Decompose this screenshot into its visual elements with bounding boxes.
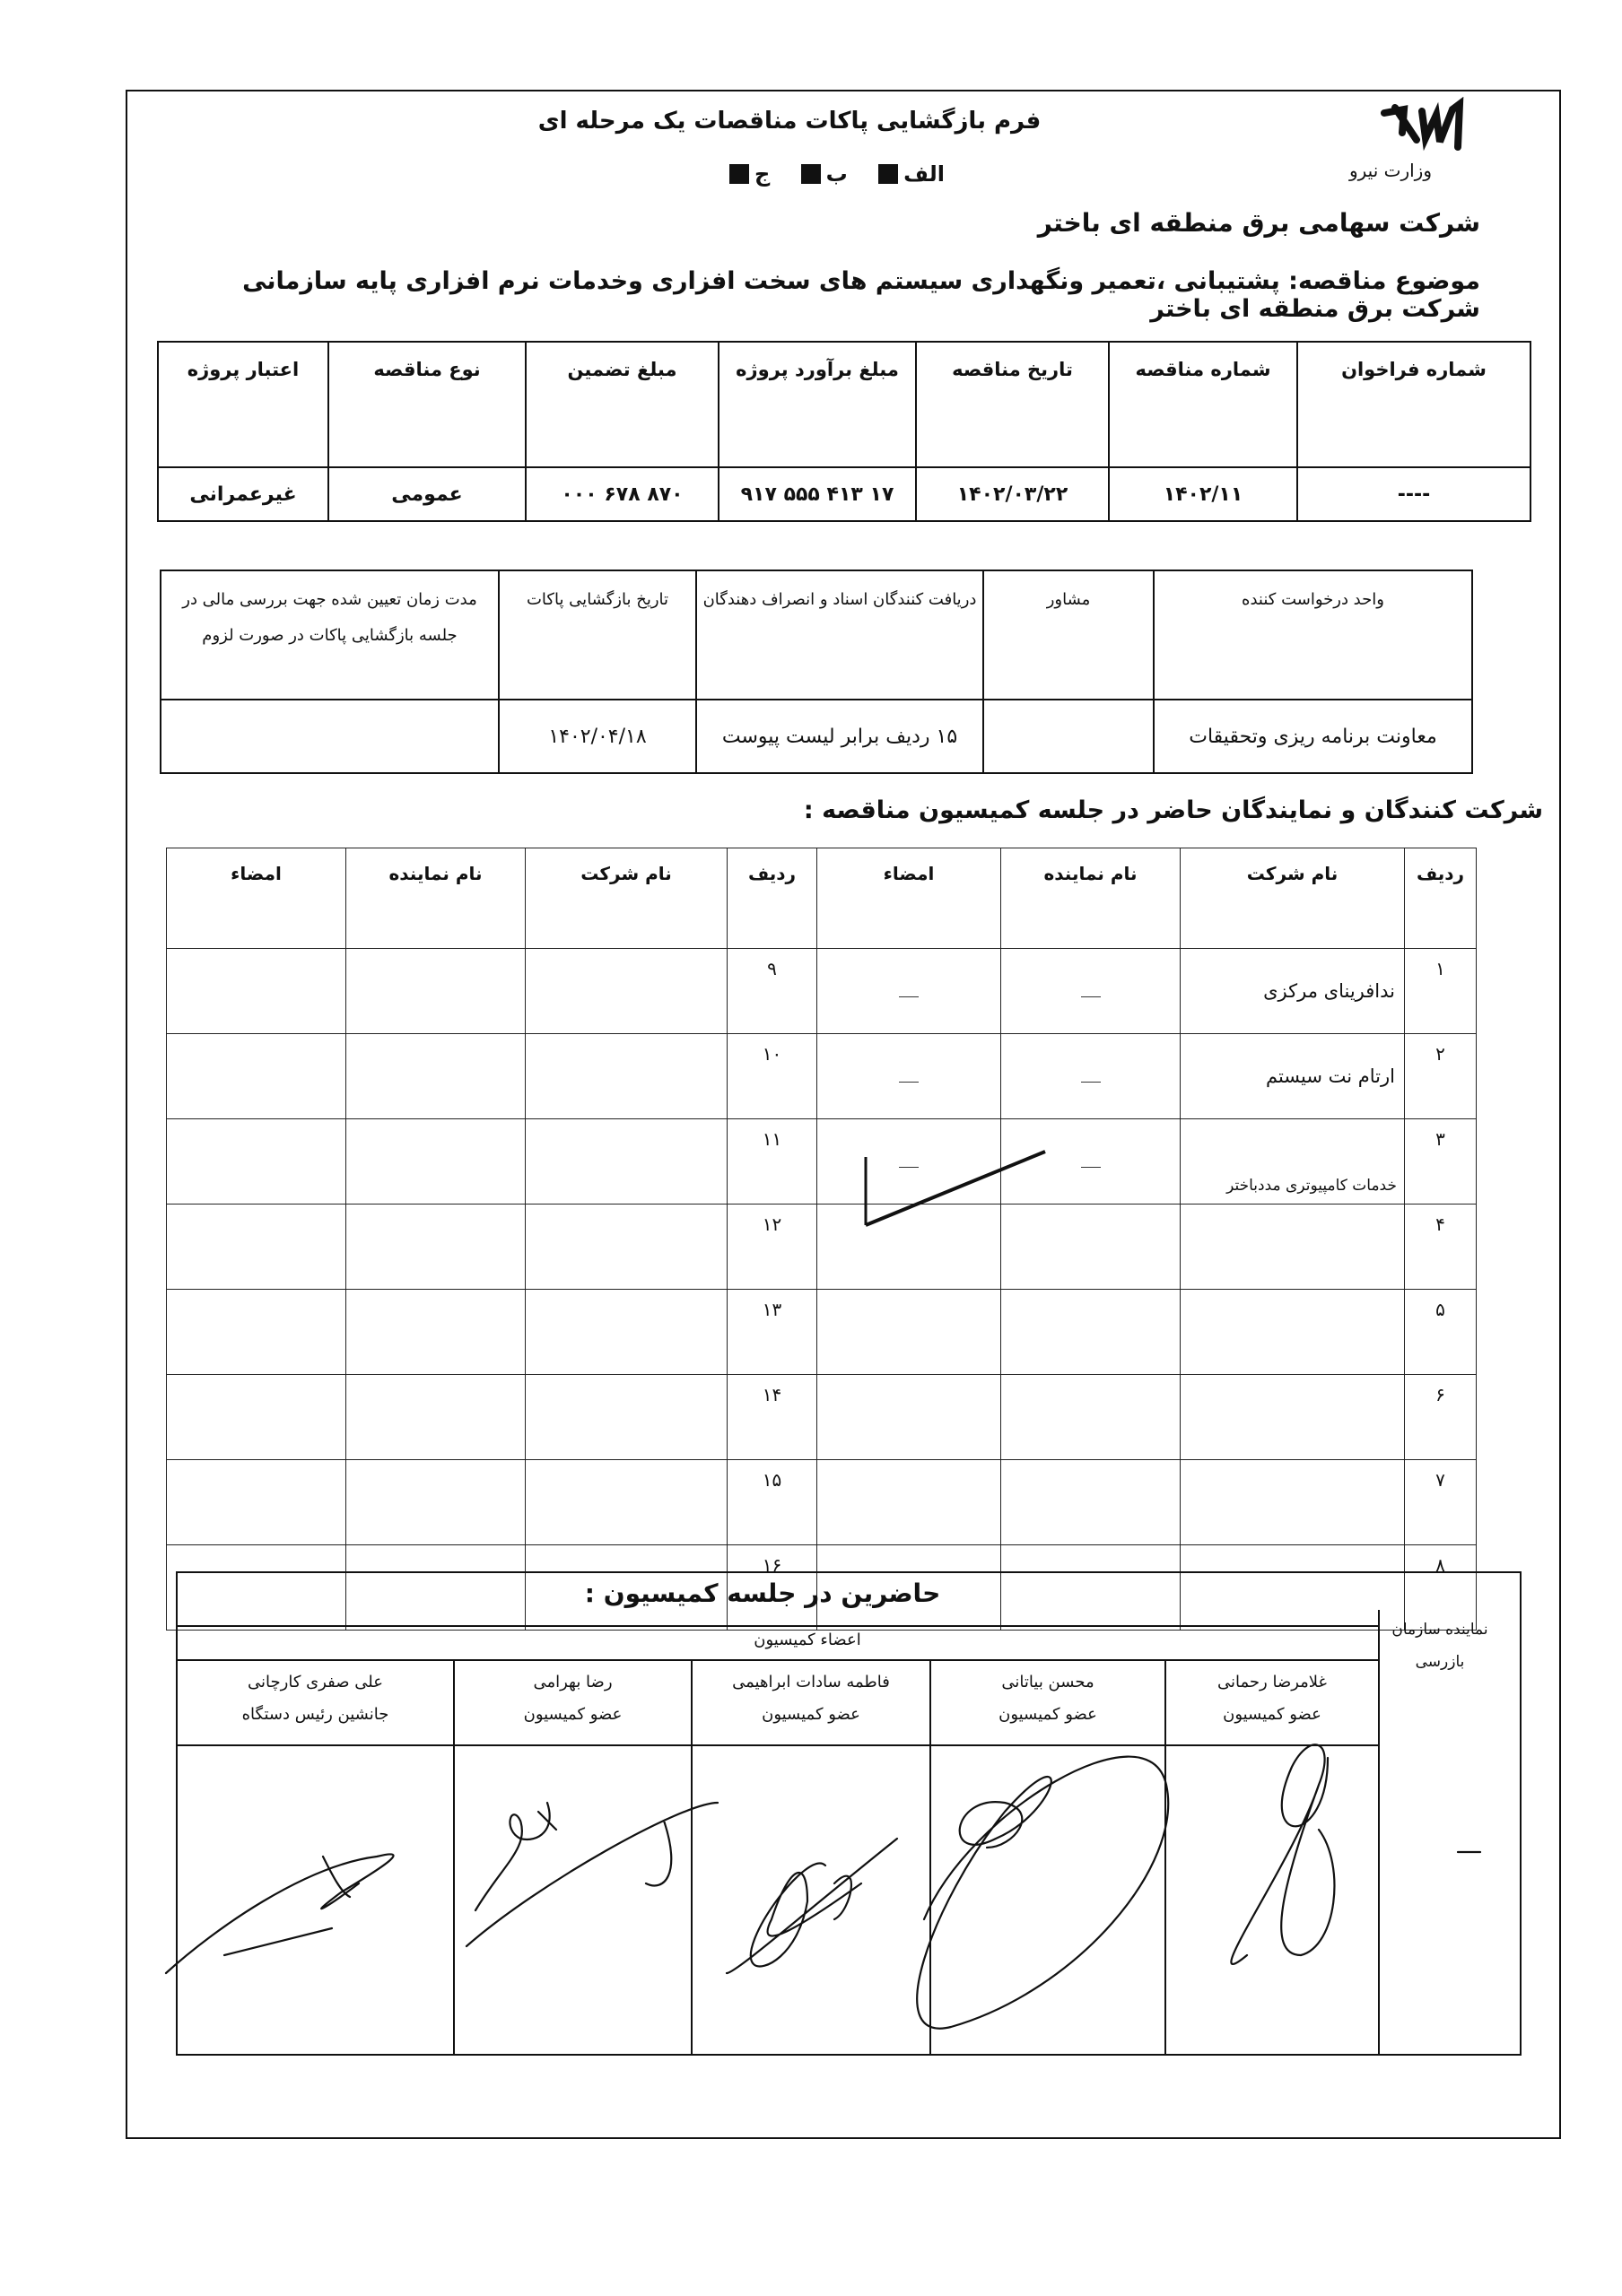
row-number: ۱۵ — [728, 1460, 817, 1545]
company-cell — [1181, 1460, 1405, 1545]
company-cell — [526, 1119, 728, 1205]
tender-info-table — [157, 341, 1531, 522]
td-review-duration — [161, 700, 499, 773]
row-number: ۱۱ — [728, 1119, 817, 1205]
category-a-label: الف — [903, 161, 945, 187]
member-2 — [931, 1666, 1164, 1731]
member-name: غلامرضا رحمانی — [1217, 1673, 1327, 1692]
representative-cell — [1001, 1205, 1181, 1290]
checkbox-a — [878, 164, 898, 184]
signature-cell — [817, 1205, 1001, 1290]
signature-cell — [167, 949, 346, 1034]
td-tender-number: ۱۴۰۲/۱۱ — [1109, 467, 1297, 521]
signature-mark — [899, 996, 919, 997]
th-company-2: نام شرکت — [526, 848, 728, 949]
divider — [176, 1659, 1378, 1661]
th-signature-2: امضاء — [167, 848, 346, 949]
form-title: فرم بازگشایی پاکات مناقصات یک مرحله ای — [537, 108, 1042, 135]
td-consultant — [983, 700, 1154, 773]
company-cell: ندافرینای مرکزی — [1181, 949, 1405, 1034]
inspector-label: نماینده سازمان بازرسی — [1391, 1621, 1488, 1671]
th-tender-type: نوع مناقصه — [328, 342, 526, 467]
td-tender-date: ۱۴۰۲/۰۳/۲۲ — [916, 467, 1109, 521]
representative-cell — [346, 1290, 526, 1375]
signature-cell — [167, 1375, 346, 1460]
td-document-receivers: ۱۵ ردیف برابر لیست پیوست — [696, 700, 983, 773]
signature-cell — [167, 1290, 346, 1375]
row-number: ۴ — [1405, 1205, 1477, 1290]
td-guarantee: ۸۷۰ ۶۷۸ ۰۰۰ — [526, 467, 719, 521]
td-project-credit: غیرعمرانی — [158, 467, 328, 521]
representative-cell — [1001, 1290, 1181, 1375]
signature-cell — [167, 1034, 346, 1119]
th-tender-date: تاریخ مناقصه — [916, 342, 1109, 467]
row-number: ۹ — [728, 949, 817, 1034]
td-estimate: ۱۷ ۴۱۳ ۵۵۵ ۹۱۷ — [719, 467, 916, 521]
company-cell: ارتام نت سیستم — [1181, 1034, 1405, 1119]
company-cell — [526, 1034, 728, 1119]
th-row-2: ردیف — [728, 848, 817, 949]
table-row — [167, 1205, 1477, 1290]
category-checkboxes — [682, 161, 969, 187]
signature-cell — [167, 1205, 346, 1290]
company-cell — [526, 1290, 728, 1375]
th-signature: امضاء — [817, 848, 1001, 949]
member-role: عضو کمیسیون — [1223, 1705, 1321, 1724]
representative-cell — [346, 1460, 526, 1545]
row-number: ۱ — [1405, 949, 1477, 1034]
company-cell — [526, 1205, 728, 1290]
table-row — [167, 1119, 1477, 1205]
category-c — [729, 161, 770, 187]
commission-title: حاضرین در جلسه کمیسیون : — [584, 1578, 941, 1608]
representative-cell — [346, 1205, 526, 1290]
th-tender-number: شماره مناقصه — [1109, 342, 1297, 467]
row-number: ۸ — [1405, 1545, 1477, 1631]
representative-cell — [1001, 949, 1181, 1034]
row-number: ۳ — [1405, 1119, 1477, 1205]
company-cell — [1181, 1290, 1405, 1375]
company-name: شرکت سهامی برق منطقه ای باختر — [1037, 208, 1480, 238]
row-number: ۲ — [1405, 1034, 1477, 1119]
row-number: ۱۲ — [728, 1205, 817, 1290]
table-row — [167, 1460, 1477, 1545]
row-number: ۱۳ — [728, 1290, 817, 1375]
th-review-duration: مدت زمان تعیین شده جهت بررسی مالی در جلسه بازگشایی پاکات در صورت لزوم — [161, 570, 499, 700]
signature-cell — [817, 1460, 1001, 1545]
row-number: ۱۴ — [728, 1375, 817, 1460]
table-row — [167, 1290, 1477, 1375]
representative-mark — [1081, 1082, 1101, 1083]
participants-title: شرکت کنندگان و نمایندگان حاضر در جلسه کمیسیون مناقصه : — [803, 796, 1543, 824]
member-role: عضو کمیسیون — [998, 1705, 1097, 1724]
th-opening-date: تاریخ بازگشایی پاکات — [499, 570, 696, 700]
member-4 — [455, 1666, 691, 1731]
th-representative: نام نماینده — [1001, 848, 1181, 949]
td-tender-type: عمومی — [328, 467, 526, 521]
th-representative-2: نام نماینده — [346, 848, 526, 949]
signature-cell — [167, 1119, 346, 1205]
category-c-label: ج — [754, 161, 771, 187]
representative-cell — [346, 1034, 526, 1119]
company-cell — [1181, 1205, 1405, 1290]
row-number: ۱۶ — [728, 1545, 817, 1631]
representative-cell — [346, 1119, 526, 1205]
representative-cell — [346, 949, 526, 1034]
table-row — [167, 949, 1477, 1034]
member-role: عضو کمیسیون — [523, 1705, 623, 1724]
row-number: ۱۰ — [728, 1034, 817, 1119]
company-cell — [1181, 1375, 1405, 1460]
member-1 — [1166, 1666, 1378, 1731]
td-call-number: ---- — [1297, 467, 1530, 521]
signature-cell — [817, 1290, 1001, 1375]
member-name: علی صفری کارچانی — [248, 1673, 383, 1692]
table-row — [167, 1375, 1477, 1460]
representative-mark — [1081, 996, 1101, 997]
table-row — [167, 1034, 1477, 1119]
signature-mark — [899, 1082, 919, 1083]
th-consultant: مشاور — [983, 570, 1154, 700]
tender-subject: موضوع مناقصه: پشتیبانی ،تعمیر ونگهداری سیستم های سخت افزاری وخدمات نرم افزاری پایه سازمانی شرکت برق منطقه ای باختر — [242, 267, 1480, 323]
signature-mark — [899, 1167, 919, 1168]
ministry-name: وزارت نیرو — [1348, 160, 1432, 181]
member-name: محسن بیاتانی — [1001, 1673, 1094, 1692]
checkbox-b — [801, 164, 821, 184]
th-document-receivers: دریافت کنندگان اسناد و انصراف دهندگان — [696, 570, 983, 700]
th-estimate: مبلغ برآورد پروژه — [719, 342, 916, 467]
divider — [176, 1625, 1378, 1627]
member-role: عضو کمیسیون — [762, 1705, 860, 1724]
th-guarantee: مبلغ تضمین — [526, 342, 719, 467]
th-company: نام شرکت — [1181, 848, 1405, 949]
th-call-number: شماره فراخوان — [1297, 342, 1530, 467]
category-b — [801, 161, 848, 187]
ministry-logo — [1377, 97, 1476, 160]
row-number: ۷ — [1405, 1460, 1477, 1545]
signature-cell — [817, 1034, 1001, 1119]
th-project-credit: اعتبار پروژه — [158, 342, 328, 467]
member-role: جانشین رئیس دستگاه — [241, 1705, 389, 1724]
td-requesting-unit: معاونت برنامه ریزی وتحقیقات — [1154, 700, 1472, 773]
signature-cell — [817, 949, 1001, 1034]
checkbox-c — [729, 164, 749, 184]
th-row: ردیف — [1405, 848, 1477, 949]
th-requesting-unit: واحد درخواست کننده — [1154, 570, 1472, 700]
representative-cell — [1001, 1375, 1181, 1460]
request-info-table — [160, 570, 1473, 774]
members-label: اعضاء کمیسیون — [754, 1631, 861, 1649]
td-opening-date: ۱۴۰۲/۰۴/۱۸ — [499, 700, 696, 773]
category-a — [878, 161, 945, 187]
representative-cell — [1001, 1119, 1181, 1205]
representative-cell — [1001, 1460, 1181, 1545]
signature-cell — [817, 1119, 1001, 1205]
category-b-label: ب — [825, 161, 848, 187]
member-3 — [693, 1666, 929, 1731]
company-cell — [526, 1375, 728, 1460]
company-cell — [526, 1460, 728, 1545]
participants-table — [166, 848, 1477, 1631]
member-name: فاطمه سادات ابراهیمی — [732, 1673, 890, 1692]
signature-cell — [167, 1460, 346, 1545]
representative-cell — [346, 1375, 526, 1460]
row-number: ۵ — [1405, 1290, 1477, 1375]
representative-cell — [1001, 1034, 1181, 1119]
divider — [176, 1744, 1378, 1746]
row-number: ۶ — [1405, 1375, 1477, 1460]
representative-mark — [1081, 1167, 1101, 1168]
signature-cell — [817, 1375, 1001, 1460]
company-cell — [526, 949, 728, 1034]
member-name: رضا بهرامی — [533, 1673, 613, 1692]
company-cell: خدمات کامپیوتری مددباختر — [1181, 1119, 1405, 1205]
member-5 — [178, 1666, 453, 1731]
